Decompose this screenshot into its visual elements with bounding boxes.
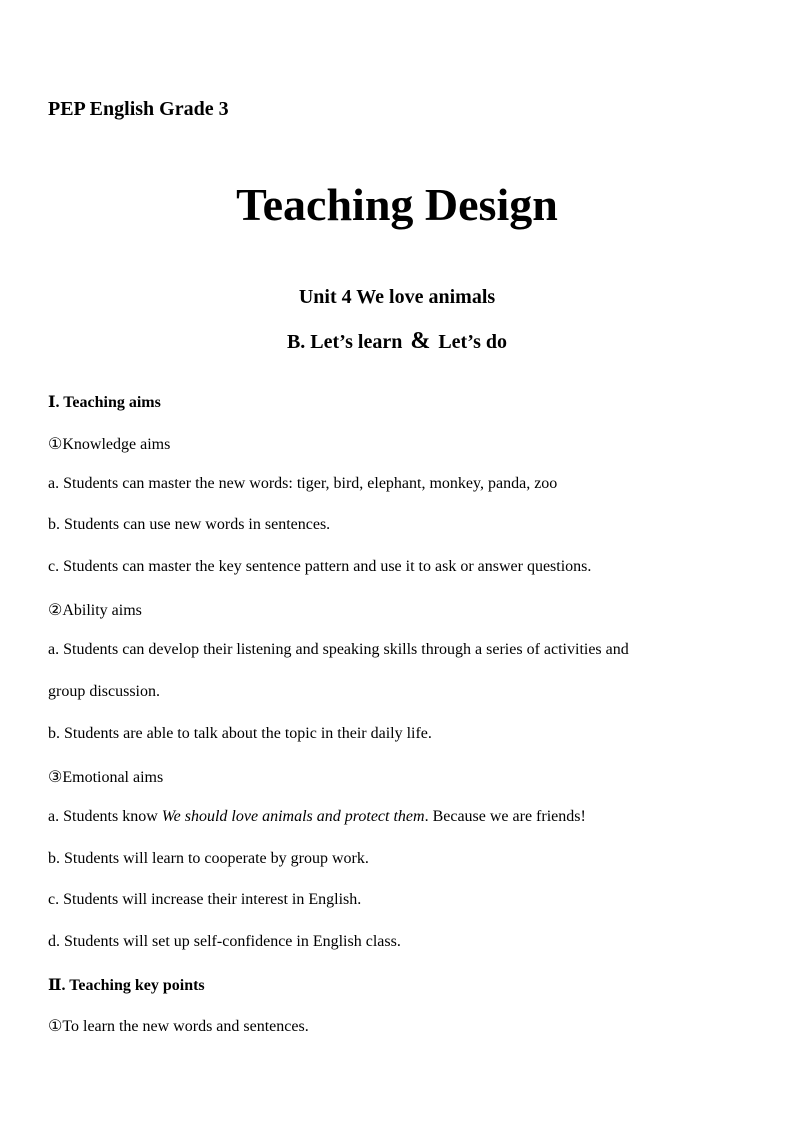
ampersand: & [410,328,431,354]
ability-aim-b: b. Students are able to talk about the topic in their daily life. [48,725,432,742]
emotional-aim-d: d. Students will set up self-confidence in English class. [48,933,401,950]
emotional-aim-c: c. Students will increase their interest in English. [48,891,362,908]
section-heading-teaching-aims: Ⅰ. Teaching aims [48,394,161,411]
ability-aim-a-line2: group discussion. [48,683,160,700]
section-heading-key-points: Ⅱ. Teaching key points [48,977,205,994]
key-point-1: ①To learn the new words and sentences. [48,1018,309,1035]
document-title: Teaching Design [236,179,558,230]
knowledge-aim-c: c. Students can master the key sentence pattern and use it to ask or answer questions. [48,558,592,575]
emotional-aims-label: ③Emotional aims [48,769,164,786]
knowledge-aim-a: a. Students can master the new words: tiger, bird, elephant, monkey, panda, zoo [48,475,558,492]
emotional-aim-a-suffix: . Because we are friends! [424,808,586,825]
ability-aims-label: ②Ability aims [48,602,142,619]
emotional-aim-a [48,808,586,826]
unit-subtitle: Unit 4 We love animals [298,286,496,308]
emotional-aim-b: b. Students will learn to cooperate by group work. [48,850,369,867]
emotional-aim-a-italic: We should love animals and protect them [161,808,425,825]
document-header: PEP English Grade 3 [48,98,229,120]
emotional-aim-a-prefix: a. Students know [48,808,162,825]
knowledge-aims-label: ①Knowledge aims [48,436,171,453]
knowledge-aim-b: b. Students can use new words in sentences. [48,516,331,533]
ability-aim-a-line1: a. Students can develop their listening and speaking skills through a series of activities and [48,641,629,658]
lesson-part-do: Let’s do [438,331,508,353]
lesson-subtitle [0,328,794,355]
lesson-part-learn: B. Let’s learn [286,331,403,353]
